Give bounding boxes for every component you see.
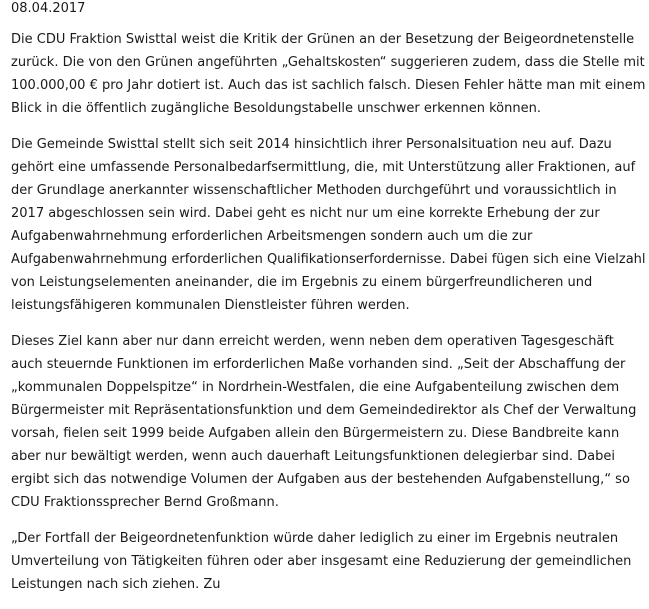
paragraph-3: Dieses Ziel kann aber nur dann erreicht werden, wenn neben dem operativen Tagesgeschäft auch steuernde Funktionen im erforderlichen Maße vorhanden sind. „Seit der Abschaffung der „kommunalen Doppelspitze“ in Nordrhein-Westfalen, die eine Aufgabenteilung zwischen dem Bürgermeister mit Repräsentationsfunktion und dem Gemeindedirektor als Chef der Verwaltung vorsah, fielen seit 1999 beide Aufgaben allein den Bürgermeistern zu. Diese Bandbreite kann aber nur bewältigt werden, wenn auch dauerhaft Leitungsfunktionen delegierbar sind. Dabei ergibt sich das notwendige Volumen der Aufgaben aus der bestehenden Aufgabenstellung,“ so CDU Fraktionssprecher Bernd Großmann.: [11, 334, 637, 510]
article-body: [11, 0, 647, 609]
paragraph-4: „Der Fortfall der Beigeordnetenfunktion würde daher lediglich zu einer im Ergebnis neutralen Umverteilung von Tätigkeiten führen oder aber insgesamt eine Reduzierung der gemeindlichen Leistungen nach sich ziehen. Zu: [11, 531, 632, 592]
article-date: 08.04.2017: [11, 1, 86, 16]
paragraph-2: Die Gemeinde Swisttal stellt sich seit 2014 hinsichtlich ihrer Personalsituation neu auf. Dazu gehört eine umfassende Personalbedarfsermittlung, die, mit Unterstützung aller Fraktionen, auf der Grundlage anerkannter wissenschaftlicher Methoden durchgeführt und voraussichtlich in 2017 abgeschlossen sein wird. Dabei geht es nicht nur um eine korrekte Erhebung der zur Aufgabenwahrnehmung erforderlichen Arbeitsmengen sondern auch um die zur Aufgabenwahrnehmung erforderlichen Qualifikationserfordernisse. Dabei fügen sich eine Vielzahl von Leistungselementen aneinander, die im Ergebnis zu einem bürgerfreundlicheren und leistungsfähigeren kommunalen Dienstleister führen werden.: [11, 137, 646, 313]
paragraph-1: Die CDU Fraktion Swisttal weist die Kritik der Grünen an der Besetzung der Beigeordnetenstelle zurück. Die von den Grünen angeführten „Gehaltskosten“ suggerieren zudem, dass die Stelle mit 100.000,00 € pro Jahr dotiert ist. Auch das ist sachlich falsch. Diesen Fehler hätte man mit einem Blick in die öffentlich zugängliche Besoldungstabelle unschwer erkennen können.: [11, 32, 646, 116]
